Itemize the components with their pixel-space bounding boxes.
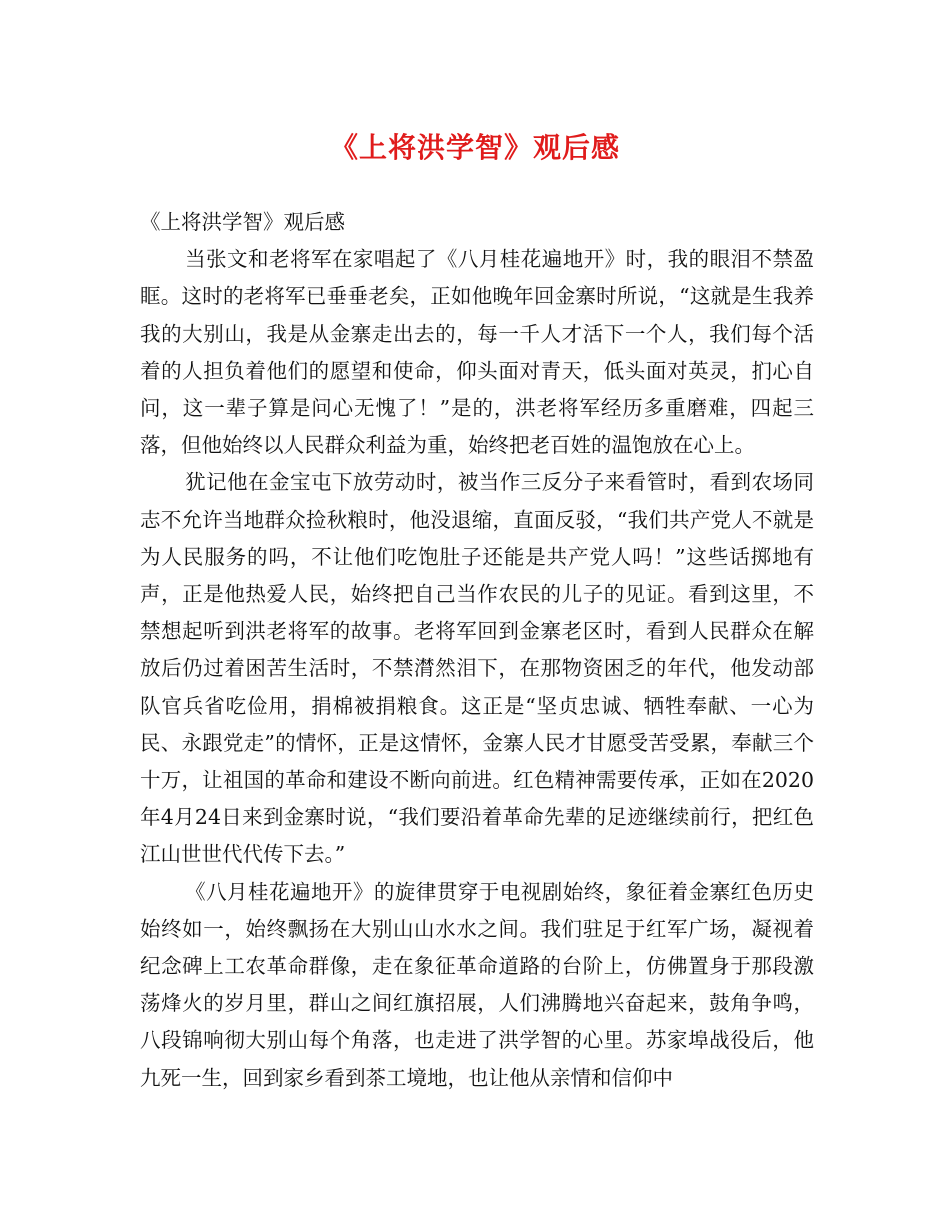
paragraph-1: 当张文和老将军在家唱起了《八月桂花遍地开》时，我的眼泪不禁盈眶。这时的老将军已垂垂老矣，正如他晚年回金寨时所说，“这就是生我养我的大别山，我是从金寨走出去的，每一千人才活下一个人，我们每个活着的人担负着他们的愿望和使命，仰头面对青天，低头面对英灵，扪心自问，这一辈子算是问心无愧了！”是的，洪老将军经历多重磨难，四起三落，但他始终以人民群众利益为重，始终把老百姓的温饱放在心上。 (140, 247, 814, 458)
paragraph-2: 犹记他在金宝屯下放劳动时，被当作三反分子来看管时，看到农场同志不允许当地群众捡秋粮时，他没退缩，直面反驳，“我们共产党人不就是为人民服务的吗，不让他们吃饱肚子还能是共产党人吗！”这些话掷地有声，正是他热爱人民，始终把自己当作农民的儿子的见证。看到这里，不禁想起听到洪老将军的故事。老将军回到金寨老区时，看到人民群众在解放后仍过着困苦生活时，不禁潸然泪下，在那物资困乏的年代，他发动部队官兵省吃俭用，捐棉被捐粮食。这正是“坚贞忠诚、牺牲奉献、一心为民、永跟党走”的情怀，正是这情怀，金寨人民才甘愿受苦受累，奉献三个十万，让祖国的革命和建设不断向前进。红色精神需要传承，正如在2020年4月24日来到金寨时说，“我们要沿着革命先辈的足迹继续前行，把红色江山世世代代传下去。” (140, 470, 814, 867)
document-subtitle: 《上将洪学智》观后感 (140, 210, 345, 234)
document-title: 《上将洪学智》观后感 (329, 131, 620, 164)
document-body (140, 204, 814, 1097)
paragraph-3: 《八月桂花遍地开》的旋律贯穿于电视剧始终，象征着金寨红色历史始终如一，始终飘扬在大别山山水水之间。我们驻足于红军广场，凝视着纪念碑上工农革命群像，走在象征革命道路的台阶上，仿佛置身于那段激荡烽火的岁月里，群山之间红旗招展，人们沸腾地兴奋起来，鼓角争鸣，八段锦响彻大别山每个角落，也走进了洪学智的心里。苏家埠战役后，他九死一生，回到家乡看到茶工境地，也让他从亲情和信仰中 (140, 879, 814, 1090)
